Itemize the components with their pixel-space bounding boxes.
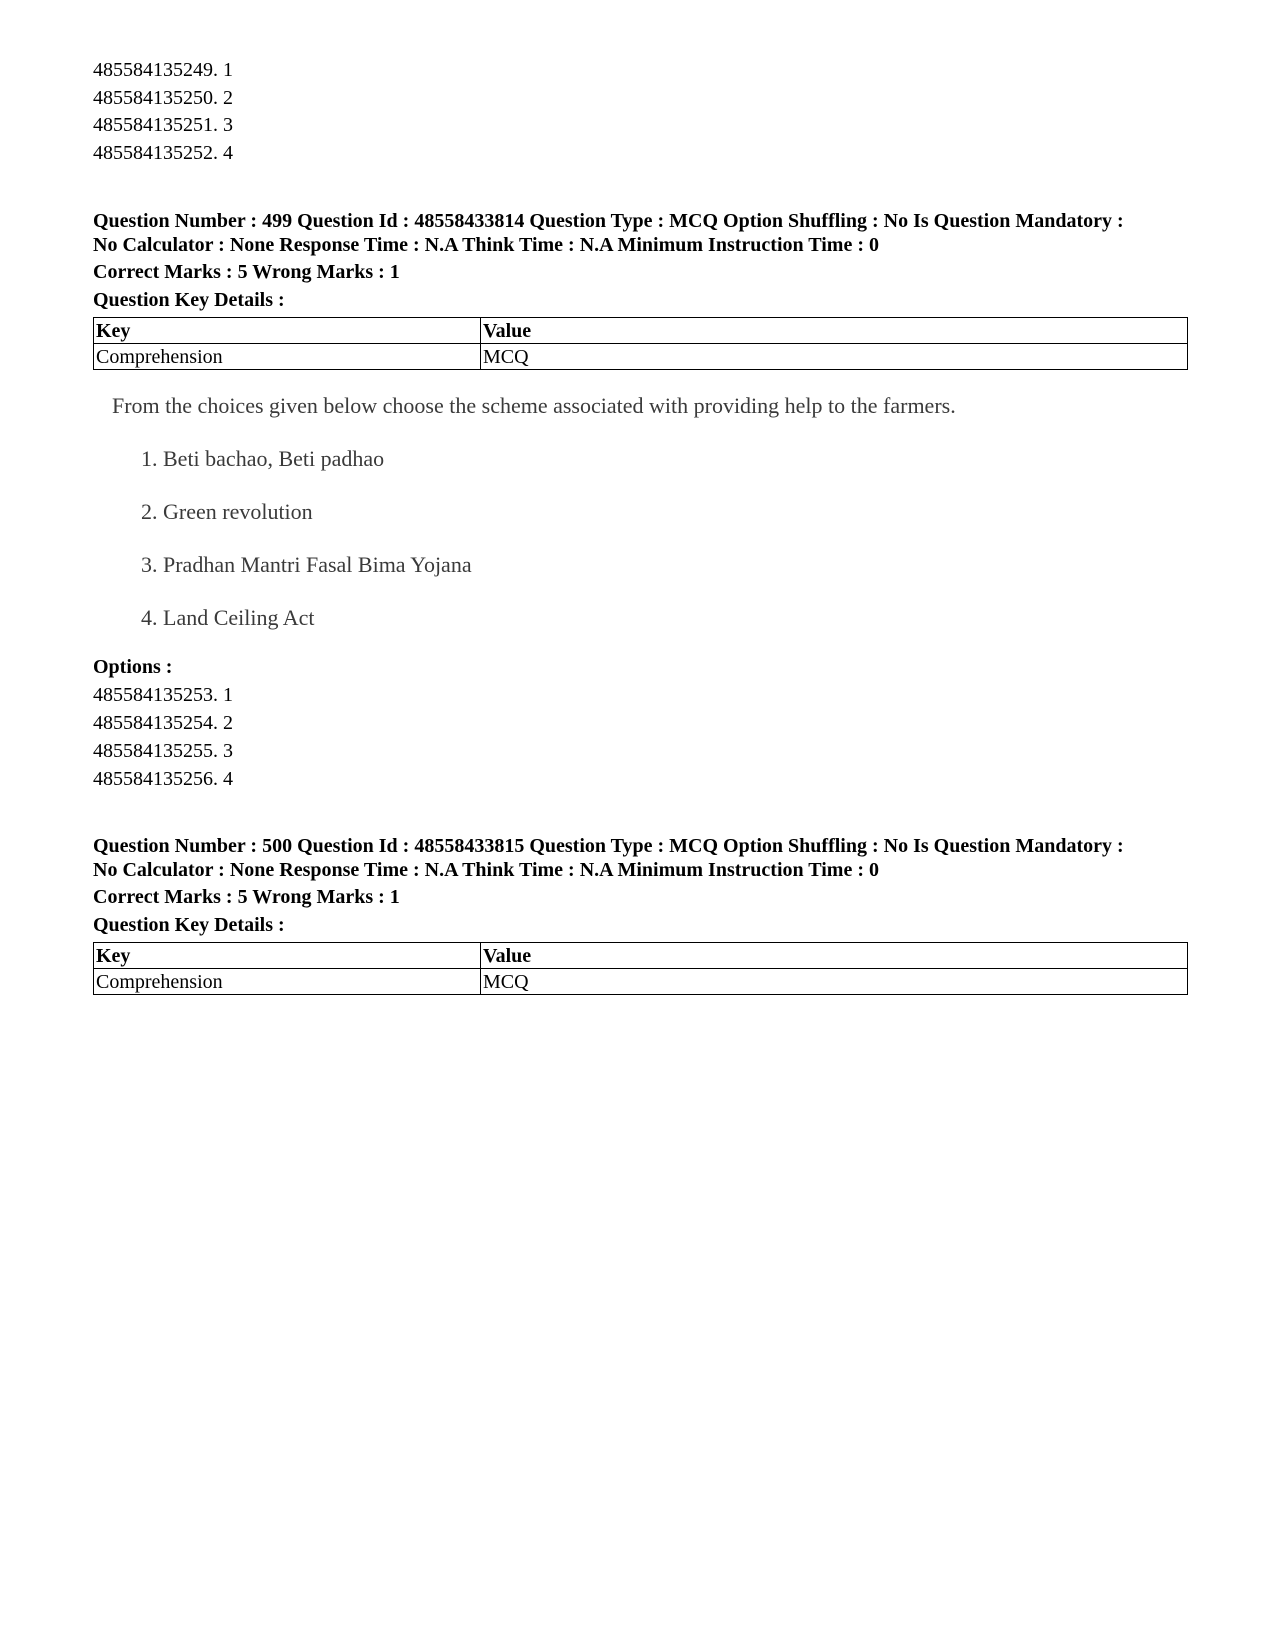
q499-header <box>93 209 1203 257</box>
table-cell-value: MCQ <box>481 344 1188 370</box>
q500-header-line1: Question Number : 500 Question Id : 48558433815 Question Type : MCQ Option Shuffling : No Is Question Mandatory : <box>93 835 1124 857</box>
prev-option-4: 485584135252. 4 <box>93 142 233 164</box>
table-cell-key: Comprehension <box>94 969 481 995</box>
q499-option-1: 485584135253. 1 <box>93 684 233 706</box>
table-cell-value: MCQ <box>481 969 1188 995</box>
table-row <box>94 344 1188 370</box>
q499-header-line1: Question Number : 499 Question Id : 48558433814 Question Type : MCQ Option Shuffling : No Is Question Mandatory : <box>93 210 1124 232</box>
q499-key-table <box>93 317 1188 370</box>
q499-marks: Correct Marks : 5 Wrong Marks : 1 <box>93 261 400 283</box>
q499-choice-3: 3. Pradhan Mantri Fasal Bima Yojana <box>141 552 472 577</box>
table-header-row <box>94 318 1188 344</box>
q500-key-details-label: Question Key Details : <box>93 914 285 936</box>
prev-option-3: 485584135251. 3 <box>93 114 233 136</box>
q499-options-label: Options : <box>93 656 173 678</box>
table-header-key: Key <box>94 943 481 969</box>
q499-choice-1: 1. Beti bachao, Beti padhao <box>141 446 385 471</box>
q499-choice-4: 4. Land Ceiling Act <box>141 605 315 630</box>
table-cell-key: Comprehension <box>94 344 481 370</box>
table-header-value: Value <box>481 943 1188 969</box>
table-row <box>94 969 1188 995</box>
q499-option-2: 485584135254. 2 <box>93 712 233 734</box>
q500-header-line2: No Calculator : None Response Time : N.A Think Time : N.A Minimum Instruction Time : 0 <box>93 859 879 881</box>
table-header-value: Value <box>481 318 1188 344</box>
q500-key-table <box>93 942 1188 995</box>
q499-option-3: 485584135255. 3 <box>93 740 233 762</box>
table-header-row <box>94 943 1188 969</box>
q499-key-details-label: Question Key Details : <box>93 289 285 311</box>
prev-option-1: 485584135249. 1 <box>93 59 233 81</box>
q499-question-text: From the choices given below choose the scheme associated with providing help to the farmers. <box>112 393 956 418</box>
q499-option-4: 485584135256. 4 <box>93 768 233 790</box>
q499-header-line2: No Calculator : None Response Time : N.A Think Time : N.A Minimum Instruction Time : 0 <box>93 234 879 256</box>
prev-option-2: 485584135250. 2 <box>93 87 233 109</box>
q499-choice-2: 2. Green revolution <box>141 499 313 524</box>
table-header-key: Key <box>94 318 481 344</box>
q500-marks: Correct Marks : 5 Wrong Marks : 1 <box>93 886 400 908</box>
q500-header <box>93 834 1203 882</box>
